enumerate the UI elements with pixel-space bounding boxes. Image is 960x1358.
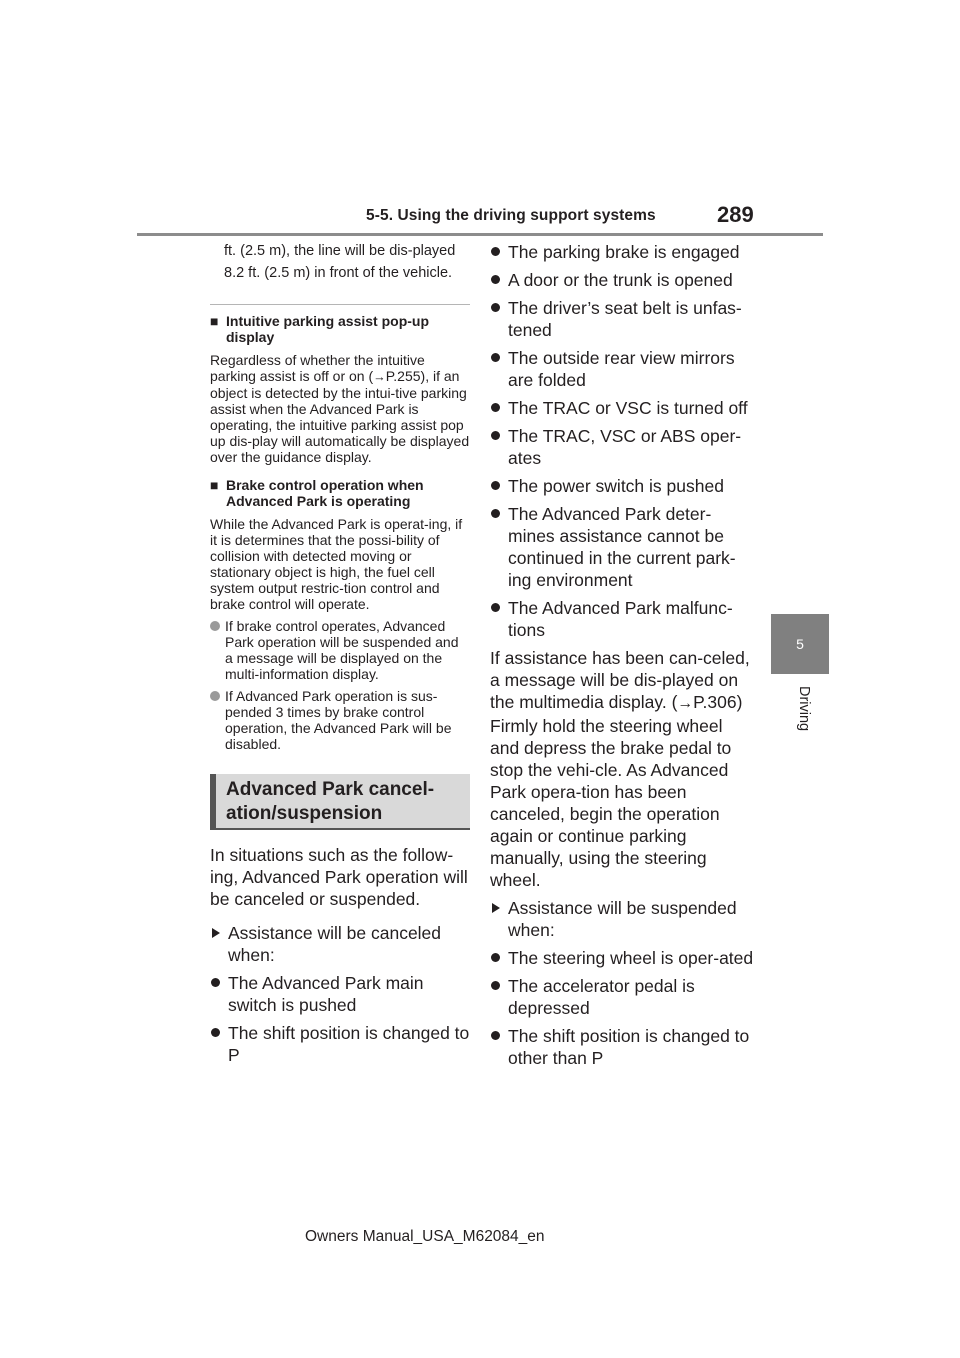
chapter-label: Driving [796,686,812,732]
list-item: If Advanced Park operation is sus-pended 3 times by brake control operation, the Advanced Park will be disabled. [210,688,470,752]
section-heading: Advanced Park cancel-ation/suspension [210,774,470,830]
list-item: The TRAC or VSC is turned off [490,397,755,419]
bullet-icon [491,275,500,284]
left-column [210,240,470,1066]
brake-bullets [210,618,470,752]
list-item: The steering wheel is oper-ated [490,947,755,969]
xref-link[interactable]: P.306 [693,692,737,712]
chapter-tab[interactable] [771,614,829,674]
footer-doc-id: Owners Manual_USA_M62084_en [305,1228,545,1245]
page-number: 289 [717,202,754,227]
list-item: The Advanced Park deter-mines assistance cannot be continued in the current park-ing environment [490,503,755,591]
list-item: The outside rear view mirrors are folded [490,347,755,391]
brake-text: While the Advanced Park is operat-ing, if it is determines that the possi-bility of collision with detected moving or stationary object is high, the fuel cell system output restric-tion control and brake control will operate. [210,516,463,612]
list-item: If brake control operates, Advanced Park operation will be suspended and a message will be displayed on the multi-information display. [210,618,470,682]
bullet-icon [491,481,500,490]
triangle-arrow-icon [212,928,220,938]
list-item: The driver’s seat belt is unfas-tened [490,297,755,341]
triangle-arrow-icon [492,903,500,913]
bullet-icon [491,431,500,440]
cancel-message-paragraph: If assistance has been can-celed, a message will be dis-played on the multimedia display. (→P.306) Firmly hold the steering wheel and depress the brake pedal to stop the vehi-cle. As Advanced Park opera-tion has been canceled, begin the operation again or continue parking manually, using the steering wheel. [490,648,750,890]
bullet-icon [491,509,500,518]
popup-heading: ■ Intuitive parking assist pop-up display [210,313,430,345]
bullet-icon [491,603,500,612]
right-column [490,240,755,1069]
bullet-icon [491,403,500,412]
gray-bullet-icon [210,691,220,701]
bullet-icon [211,1028,220,1037]
suspended-when-label: Assistance will be suspended when: [490,897,755,941]
square-marker-icon: ■ [210,477,219,493]
intro-paragraph: In situations such as the follow-ing, Advanced Park operation will be canceled or suspended. [210,845,468,909]
list-item: The power switch is pushed [490,475,755,497]
popup-text: Regardless of whether the intuitive parking assist is off or on (→P.255), if an object is detected by the intui-tive parking assist when the Advanced Park is operating, the intuitive parking assist pop up dis-play will automatically be displayed over the guidance display. [210,352,470,465]
bullet-icon [211,978,220,987]
bullet-icon [491,953,500,962]
list-item: The accelerator pedal is depressed [490,975,755,1019]
bullet-icon [491,353,500,362]
continued-note: ft. (2.5 m), the line will be dis-played 8.2 ft. (2.5 m) in front of the vehicle. [224,243,456,281]
bullet-icon [491,981,500,990]
xref-arrow-icon: → [373,370,386,384]
canceled-when-label: Assistance will be canceled when: [210,922,470,966]
chapter-number: 5 [796,636,804,652]
brake-heading: ■ Brake control operation when Advanced Park is operating [210,477,424,509]
list-item: The shift position is changed to P [210,1022,470,1066]
note-divider [210,304,470,305]
list-item: A door or the trunk is opened [490,269,755,291]
section-title: 5-5. Using the driving support systems [366,207,656,224]
list-item: The shift position is changed to other than P [490,1025,755,1069]
list-item: The Advanced Park main switch is pushed [210,972,470,1016]
bullet-icon [491,303,500,312]
header-divider [137,233,823,236]
gray-bullet-icon [210,621,220,631]
list-item: The Advanced Park malfunc-tions [490,597,755,641]
xref-link[interactable]: P.255 [385,368,421,384]
bullet-icon [491,247,500,256]
list-item: The TRAC, VSC or ABS oper-ates [490,425,755,469]
square-marker-icon: ■ [210,313,219,329]
list-item: The parking brake is engaged [490,241,755,263]
xref-arrow-icon: → [677,695,694,712]
bullet-icon [491,1031,500,1040]
